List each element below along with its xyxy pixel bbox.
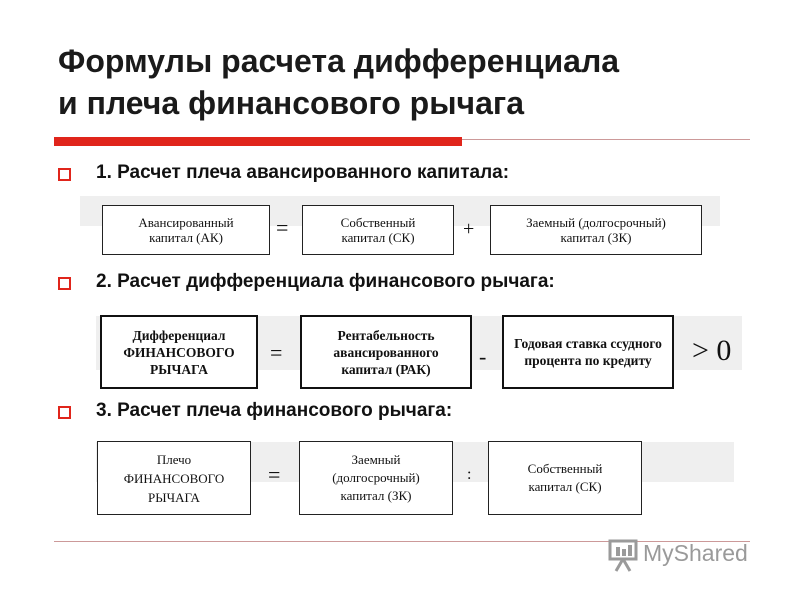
formula-3-right-text: Собственный капитал (СК) <box>527 461 603 494</box>
formula-1-plus: + <box>463 218 475 240</box>
formula-1-right-box <box>490 205 702 255</box>
formula-2-middle-box <box>300 315 472 389</box>
title-line-1: Формулы расчета дифференциала <box>58 43 620 79</box>
title-underline-accent <box>54 137 462 146</box>
formula-3-middle-text: Заемный (долгосрочный) капитал (ЗК) <box>332 452 420 503</box>
formula-1-right-text: Заемный (долгосрочный) капитал (ЗК) <box>526 215 666 245</box>
formula-2-minus: - <box>479 344 487 369</box>
watermark <box>607 535 767 575</box>
formula-1-left-text: Авансированный капитал (АК) <box>138 215 234 245</box>
formula-3-left-box <box>97 441 251 515</box>
formula-1-equals: = <box>276 215 289 240</box>
section-2-heading: 2. Расчет дифференциала финансового рычага: <box>96 271 555 292</box>
bullet-square-icon <box>58 406 71 419</box>
formula-3-right-box <box>488 441 642 515</box>
slide-title <box>58 40 778 124</box>
watermark-text: MyShared <box>643 540 748 566</box>
formula-2-equals: = <box>270 340 283 365</box>
formula-2-right-text: Годовая ставка ссудного процента по кредиту <box>514 336 662 368</box>
title-line-2: и плеча финансового рычага <box>58 85 525 121</box>
formula-2-right-box <box>502 315 674 389</box>
formula-2-greater-than-zero: > 0 <box>692 334 732 367</box>
formula-2-left-box <box>100 315 258 389</box>
formula-2-left-text: Дифференциал ФИНАНСОВОГО РЫЧАГА <box>123 327 235 377</box>
formula-3-equals: = <box>268 462 281 487</box>
presentation-icon <box>607 537 639 573</box>
section-1-heading: 1. Расчет плеча авансированного капитала: <box>96 162 510 183</box>
formula-2-middle-text: Рентабельность авансированного капитал (РАК) <box>333 327 439 377</box>
formula-3-divide: : <box>467 466 472 483</box>
formula-1-left-box <box>102 205 270 255</box>
formula-3-left-text: Плечо ФИНАНСОВОГО РЫЧАГА <box>123 451 225 505</box>
title-underline-thin <box>462 139 750 140</box>
bullet-square-icon <box>58 168 71 181</box>
section-3-heading: 3. Расчет плеча финансового рычага: <box>96 400 453 421</box>
bullet-square-icon <box>58 277 71 290</box>
formula-3-middle-box <box>299 441 453 515</box>
formula-1-middle-text: Собственный капитал (СК) <box>340 215 416 245</box>
formula-1-middle-box <box>302 205 454 255</box>
